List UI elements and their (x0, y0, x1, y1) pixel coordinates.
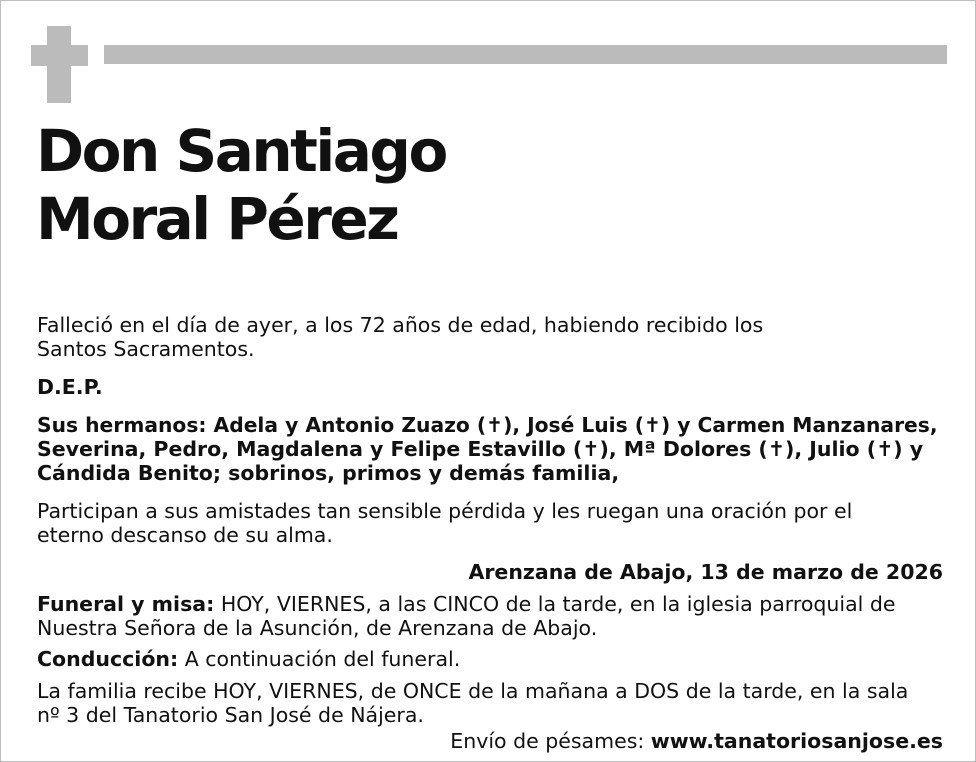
conduction-text: A continuación del funeral. (178, 647, 461, 671)
condolences-line (450, 729, 943, 753)
funeral-line-2: Nuestra Señora de la Asunción, de Arenzana de Abajo. (37, 616, 598, 640)
family-line-1: Sus hermanos: Adela y Antonio Zuazo (✝), José Luis (✝) y Carmen Manzanares, (37, 413, 938, 437)
dep-text: D.E.P. (37, 375, 103, 399)
deceased-name (36, 117, 446, 253)
reception-line-2: nº 3 del Tanatorio San José de Nájera. (37, 703, 424, 727)
name-line-1: Don Santiago (36, 117, 446, 185)
announcement-line-2: Santos Sacramentos. (37, 337, 255, 361)
condolences-website-link[interactable]: www.tanatoriosanjose.es (650, 729, 943, 753)
name-line-2: Moral Pérez (36, 185, 398, 253)
announcement-line-1: Falleció en el día de ayer, a los 72 años de edad, habiendo recibido los (37, 313, 764, 337)
place-date: Arenzana de Abajo, 13 de marzo de 2026 (468, 560, 943, 584)
funeral-text: HOY, VIERNES, a las CINCO de la tarde, en la iglesia parroquial de (214, 592, 896, 616)
family-line-3: Cándida Benito; sobrinos, primos y demás familia, (37, 461, 620, 485)
reception-line-1: La familia recibe HOY, VIERNES, de ONCE de la mañana a DOS de la tarde, en la sala (37, 679, 909, 703)
conduction-label: Conducción: (37, 647, 179, 671)
conduction-line (37, 647, 460, 671)
request-line-2: eterno descanso de su alma. (37, 523, 333, 547)
funeral-label: Funeral y misa: (37, 592, 215, 616)
top-divider (104, 45, 947, 64)
funeral-line-1 (37, 592, 895, 616)
condolences-label: Envío de pésames: (450, 729, 651, 753)
family-line-2: Severina, Pedro, Magdalena y Felipe Estavillo (✝), Mª Dolores (✝), Julio (✝) y (37, 437, 924, 461)
request-line-1: Participan a sus amistades tan sensible pérdida y les ruegan una oración por el (37, 499, 853, 523)
cross-horizontal-bar (31, 45, 88, 66)
